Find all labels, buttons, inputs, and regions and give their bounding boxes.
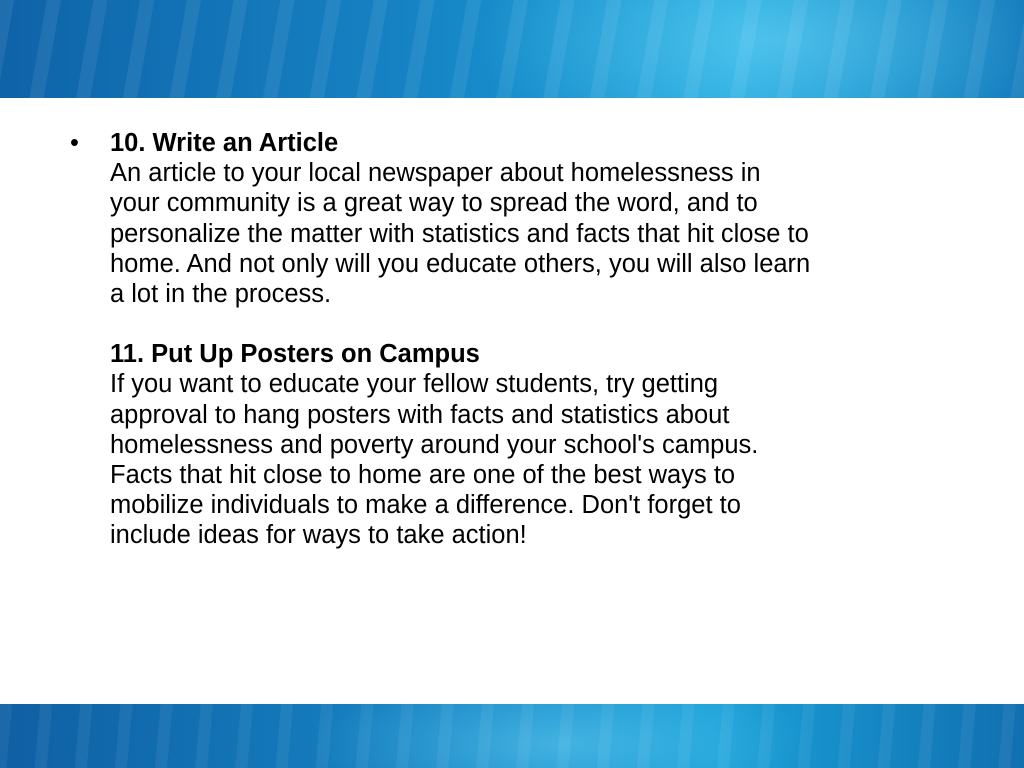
article-text-line: An article to your local newspaper about homelessness in [110,159,761,188]
posters-text-line: approval to hang posters with facts and statistics about [110,400,730,429]
footer-decorative-band [0,704,1024,768]
article-text-line: your community is a great way to spread the word, and to [110,189,758,218]
article-text-line: personalize the matter with statistics and facts that hit close to [110,219,809,248]
section-title-posters-campus: 11. Put Up Posters on Campus [110,340,480,369]
article-text-line: home. And not only will you educate others, you will also learn [110,249,811,278]
bullet-marker: • [70,129,79,157]
article-text-line: a lot in the process. [110,280,332,309]
posters-text-line: homelessness and poverty around your school's campus. [110,430,759,459]
section-title-write-article: 10. Write an Article [110,129,339,157]
bullet-item [66,128,986,551]
paragraph-gap [110,309,986,339]
posters-text-line: include ideas for ways to take action! [110,521,527,550]
posters-text-line: Facts that hit close to home are one of the best ways to [110,461,736,490]
posters-text-line: mobilize individuals to make a difference. Don't forget to [110,491,741,520]
posters-text-line: If you want to educate your fellow students, try getting [110,370,719,399]
header-decorative-band [0,0,1024,98]
slide-content [66,128,986,551]
bullet-body [110,128,986,551]
